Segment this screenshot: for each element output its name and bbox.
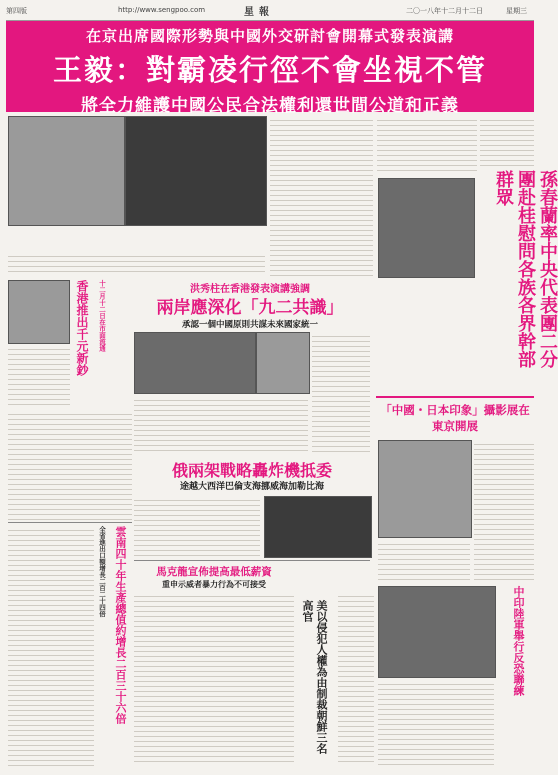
lead-kicker: 在京出席國際形勢與中國外交研討會開幕式發表演講 [85, 27, 454, 45]
pla-headline: 中印陸軍舉行反恐聯練 [512, 586, 525, 696]
photo-carrie-lam [8, 280, 70, 344]
hk-note-headline: 香港推出千元新鈔 [75, 280, 89, 376]
yunnan-headline: 雲南四十年生產總值約增長二百三十六倍 [114, 526, 127, 724]
us-sanctions-body [338, 592, 374, 766]
masthead [6, 2, 534, 21]
macron-subhead: 重申示威者暴力行為不可接受 [162, 579, 266, 589]
hk-note-date: 十二月十二日在市面流通 [98, 280, 106, 352]
macron-body [134, 592, 294, 766]
xu-body-2 [312, 332, 370, 454]
yunnan-body [8, 526, 94, 766]
us-sanctions-headline: 美以侵犯人權為由制裁朝鮮三名高官 [301, 600, 328, 754]
photo-tokyo-expo [378, 440, 472, 538]
lead-story-body [8, 252, 265, 274]
photo-symposium-hall [125, 116, 267, 226]
paper-name: 星報 [244, 7, 274, 18]
lead-headline: 王毅：對霸凌行徑不會坐視不管 [52, 53, 487, 87]
photo-sun-chunlan [378, 178, 475, 278]
china-japan-body [474, 440, 534, 580]
photo-xu-portrait [256, 332, 310, 394]
macron-headline: 馬克龍宣佈提高最低薪資 [156, 566, 272, 578]
xu-subhead: 承認一個中國原則共謀未來國家統一 [181, 320, 318, 330]
issue-date: 二〇一八年十二月十二日 [406, 7, 483, 15]
china-japan-headline: 「中國・日本印象」攝影展在東京開展 [380, 403, 530, 433]
photo-bombers [264, 496, 372, 558]
divider [376, 396, 534, 398]
lead-photo-caption [8, 226, 265, 250]
xu-kicker: 洪秀柱在香港發表演講強調 [190, 284, 310, 295]
xu-body [134, 396, 308, 454]
russia-subhead: 途越大西洋巴倫支海挪威海加勒比海 [179, 482, 324, 492]
russia-headline: 俄兩架戰略轟炸機抵委 [171, 461, 332, 480]
issue-weekday: 星期三 [506, 7, 527, 15]
lead-column-1 [270, 116, 373, 276]
hk-note-body [8, 345, 70, 405]
divider [134, 560, 370, 561]
xu-headline: 兩岸應深化「九二共識」 [156, 298, 344, 318]
hk-note-body-2 [8, 410, 132, 520]
lead-column-3 [480, 116, 534, 166]
photo-xu-event [134, 332, 256, 394]
china-japan-body-2 [378, 540, 470, 580]
site-url[interactable]: http://www.sengpoo.com [118, 6, 206, 14]
lead-subhead: 將全力維護中國公民合法權利還世間公道和正義 [81, 96, 459, 116]
pla-body [378, 680, 494, 766]
divider [8, 522, 132, 523]
russia-body [134, 496, 260, 556]
sun-chunlan-headline: 孫春蘭率中央代表團二分團赴桂慰問各族各界幹部群眾 [493, 170, 558, 368]
yunnan-subhead: 全省進出口額增長二百二十四倍 [98, 526, 106, 617]
photo-army-drill [378, 586, 496, 678]
page-label: 第四版 [6, 7, 27, 15]
photo-wang-yi [8, 116, 125, 226]
lead-banner [6, 21, 534, 116]
lead-column-2 [377, 116, 477, 174]
